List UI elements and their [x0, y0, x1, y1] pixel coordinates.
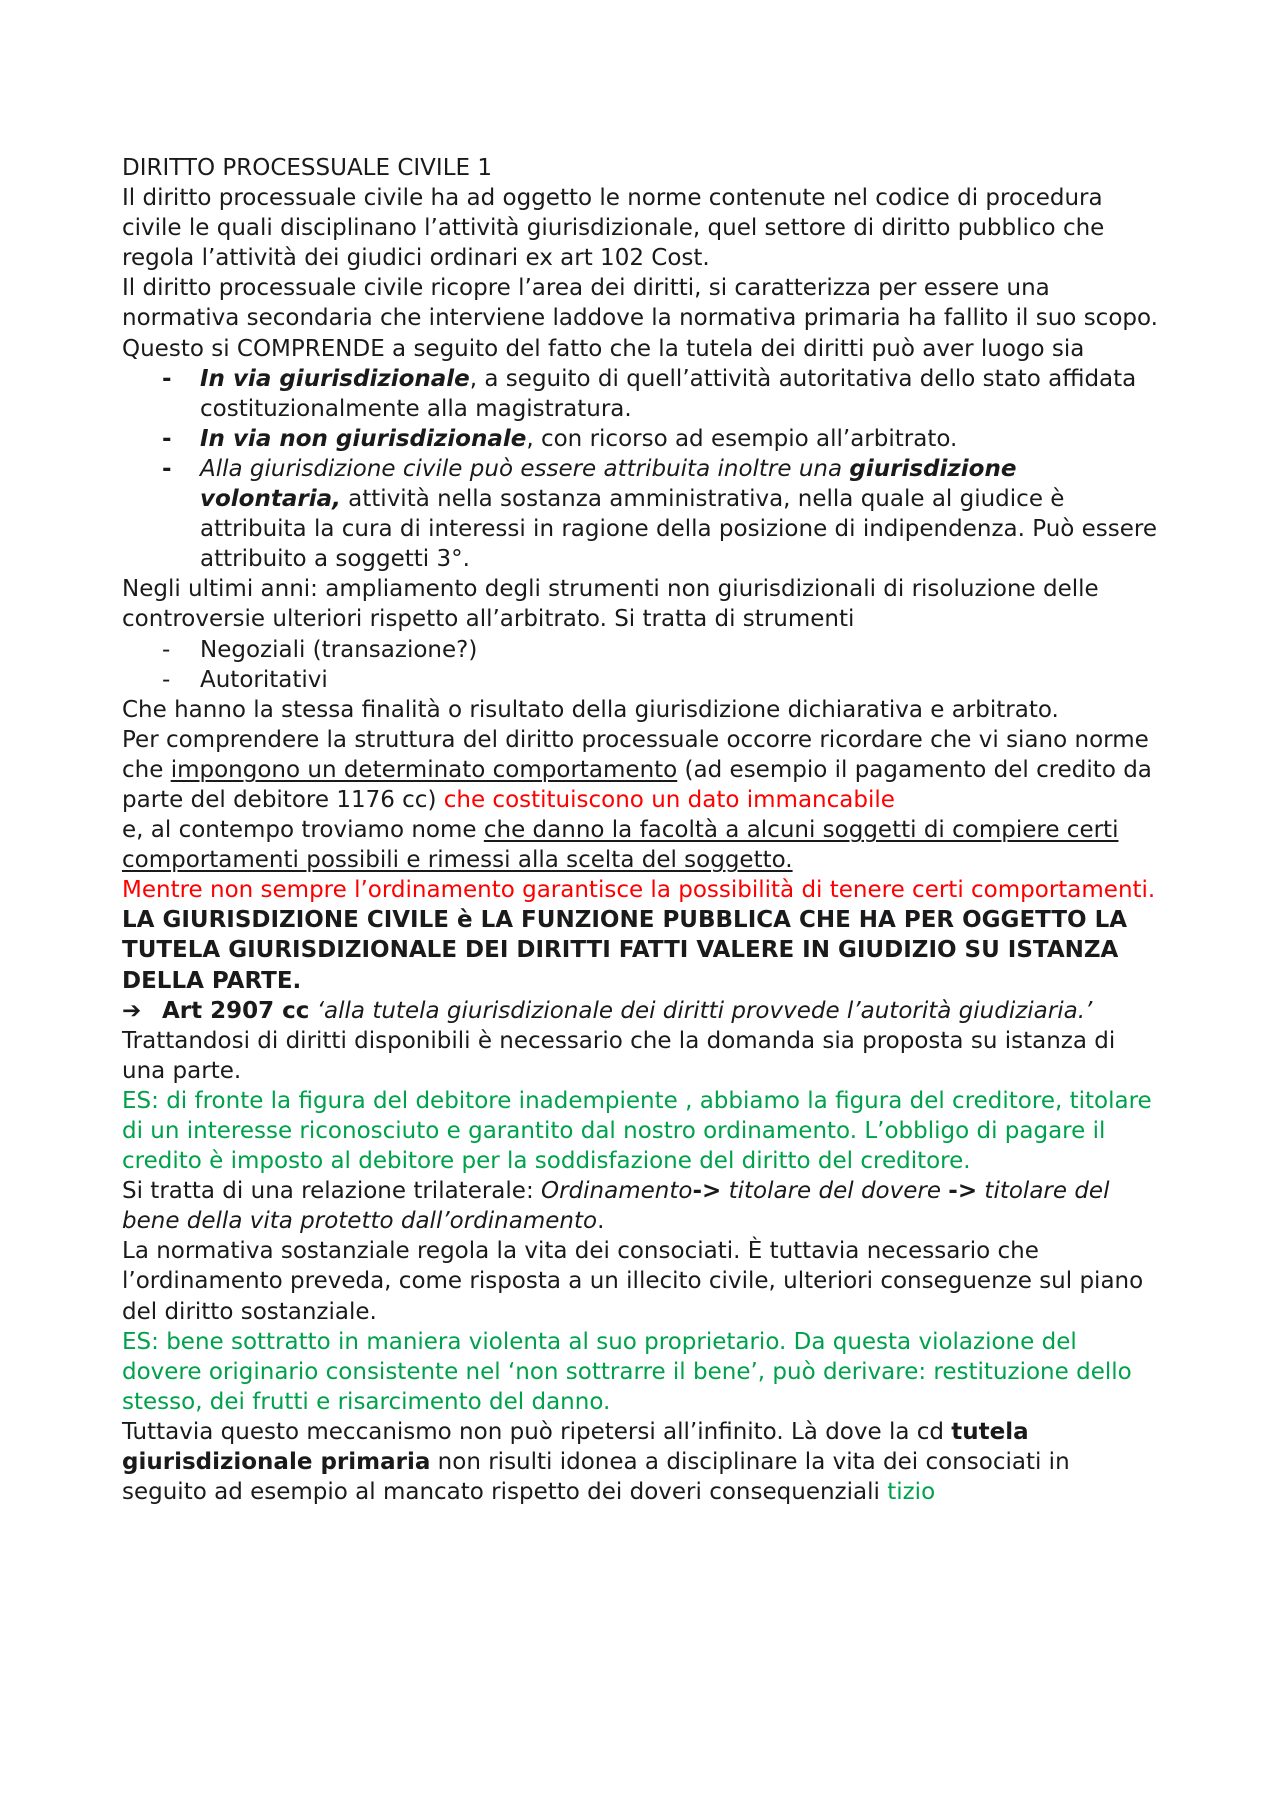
- paragraph-diritti-disponibili: Trattandosi di diritti disponibili è necessario che la domanda sia proposta su istanza di una parte.: [122, 1027, 1116, 1084]
- green-text: tizio: [887, 1479, 936, 1506]
- list-item-text: Negoziali (transazione?): [200, 636, 478, 663]
- list-item: [122, 424, 1160, 454]
- section-heading: LA GIURISDIZIONE CIVILE è LA FUNZIONE PUBBLICA CHE HA PER OGGETTO LA TUTELA GIURISDIZIONALE DEI DIRITTI FATTI VALERE IN GIUDIZIO SU ISTANZA DELLA PARTE.: [122, 907, 1128, 994]
- tutela-list: [122, 364, 1160, 575]
- arrow-right-icon: ➔: [122, 997, 142, 1024]
- paragraph-facolta: [122, 815, 1160, 875]
- paragraph-finalita: Che hanno la stessa finalità o risultato della giurisdizione dichiarativa e arbitrato.: [122, 696, 1059, 723]
- paragraph-red-note: Mentre non sempre l’ordinamento garantisce la possibilità di tenere certi comportamenti.: [122, 877, 1156, 904]
- article-reference: Art 2907 cc: [162, 997, 310, 1024]
- list-item: [122, 454, 1160, 574]
- list-item-intro: Alla giurisdizione civile può essere attribuita inoltre una: [200, 455, 850, 482]
- article-quote: [122, 996, 1160, 1026]
- bold-text: tutela giurisdizionale primaria: [122, 1418, 1029, 1476]
- list-marker: -: [162, 365, 172, 392]
- text-run: non risulti idonea a disciplinare la vita dei consociati in seguito ad esempio al mancato rispetto dei doveri consequenziali: [122, 1449, 1070, 1506]
- list-item-text: attività nella sostanza amministrativa, nella quale al giudice è attribuita la cura di interessi in ragione della posizione di indipendenza. Può essere attribuito a soggetti 3°.: [200, 486, 1158, 573]
- text-run: (ad esempio il pagamento del credito da parte del debitore 1176 cc): [122, 756, 1152, 813]
- arrow-text: ->: [692, 1178, 722, 1205]
- underlined-text: che danno la facoltà a alcuni soggetti di compiere certi comportamenti possibili e rimessi alla scelta del soggetto.: [122, 817, 1119, 874]
- list-item-text: , a seguito di quell’attività autoritativa dello stato affidata costituzionalmente alla magistratura.: [200, 365, 1137, 422]
- list-item: [122, 364, 1160, 424]
- text-run: .: [597, 1208, 605, 1235]
- paragraph-intro: Il diritto processuale civile ha ad oggetto le norme contenute nel codice di procedura civile le quali disciplinano l’attività giurisdizionale, quel settore di diritto pubblico che regola l’attività dei giudici ordinari ex art 102 Cost.: [122, 185, 1105, 272]
- text-run: e, al contempo troviamo nome: [122, 817, 484, 844]
- italic-text: Ordinamento: [541, 1178, 693, 1205]
- paragraph-normativa: La normativa sostanziale regola la vita dei consociati. È tuttavia necessario che l’ordinamento preveda, come risposta a un illecito civile, ulteriori conseguenze sul piano del diritto sostanziale.: [122, 1238, 1144, 1325]
- paragraph-relazione: [122, 1176, 1160, 1236]
- list-item: [122, 665, 1160, 695]
- list-item-term: In via non giurisdizionale: [200, 425, 527, 452]
- paragraph-area-diritti: Il diritto processuale civile ricopre l’area dei diritti, si caratterizza per essere una normativa secondaria che interviene laddove la normativa primaria ha fallito il suo scopo. Questo si COMPRENDE a seguito del fatto che la tutela dei diritti può aver luogo sia: [122, 275, 1158, 362]
- strumenti-list: [122, 635, 1160, 695]
- list-marker: -: [162, 666, 171, 693]
- list-marker: -: [162, 636, 171, 663]
- list-item-text: , con ricorso ad esempio all’arbitrato.: [526, 425, 958, 452]
- article-text: ‘alla tutela giurisdizionale dei diritti provvede l’autorità giudiziaria.’: [309, 997, 1093, 1024]
- list-item-text: Autoritativi: [200, 666, 328, 693]
- italic-text: titolare del bene della vita protetto dall’ordinamento: [122, 1178, 1110, 1235]
- example-debitore: ES: di fronte la figura del debitore inadempiente , abbiamo la figura del creditore, titolare di un interesse riconosciuto e garantito dal nostro ordinamento. L’obbligo di pagare il credito è imposto al debitore per la soddisfazione del diritto del creditore.: [122, 1087, 1152, 1175]
- text-run: Per comprendere la struttura del diritto processuale occorre ricordare che vi siano norme che: [122, 726, 1149, 783]
- list-item-term: giurisdizione volontaria,: [200, 455, 1017, 513]
- paragraph-struttura: [122, 725, 1160, 815]
- text-run: Tuttavia questo meccanismo non può ripetersi all’infinito. Là dove la cd: [122, 1418, 952, 1445]
- text-run: Si tratta di una relazione trilaterale:: [122, 1178, 541, 1205]
- italic-text: titolare del dovere: [721, 1178, 949, 1205]
- document-title: DIRITTO PROCESSUALE CIVILE 1: [122, 155, 492, 181]
- list-item-term: In via giurisdizionale: [200, 365, 470, 392]
- arrow-text: ->: [948, 1178, 978, 1205]
- list-marker: -: [162, 425, 172, 452]
- example-bene-sottratto: ES: bene sottratto in maniera violenta al suo proprietario. Da questa violazione del dovere originario consistente nel ‘non sottrarre il bene’, può derivare: restituzione dello stesso, dei frutti e risarcimento del danno.: [122, 1328, 1132, 1415]
- list-marker: -: [162, 455, 172, 482]
- paragraph-strumenti: Negli ultimi anni: ampliamento degli strumenti non giurisdizionali di risoluzione delle controversie ulteriori rispetto all’arbitrato. Si tratta di strumenti: [122, 576, 1099, 633]
- underlined-text: impongono un determinato comportamento: [170, 756, 678, 783]
- red-text: che costituiscono un dato immancabile: [443, 786, 895, 813]
- list-item: [122, 635, 1160, 665]
- paragraph-tutela-primaria: [122, 1417, 1160, 1507]
